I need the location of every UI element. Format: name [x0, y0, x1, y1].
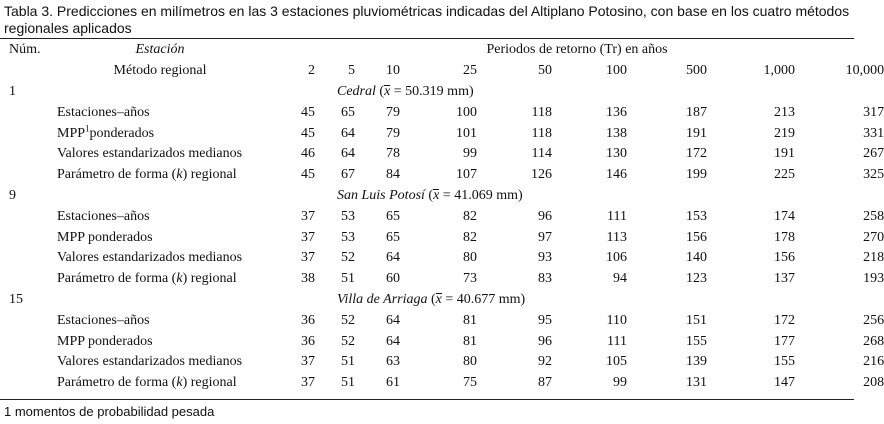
station-name: Villa de Arriaga	[337, 291, 428, 307]
value-cell: 61	[386, 375, 400, 391]
value-cell: 52	[341, 250, 355, 266]
station-mean-value: = 41.069 mm)	[439, 187, 523, 203]
value-cell: 325	[863, 167, 884, 183]
table-row	[0, 165, 884, 186]
value-cell: 107	[456, 167, 477, 183]
value-cell: 331	[863, 125, 884, 141]
mean-symbol: x	[433, 187, 440, 203]
header-num: Núm.	[9, 42, 41, 58]
station-number: 1	[9, 83, 16, 99]
station-title	[270, 82, 884, 103]
value-cell: 199	[686, 167, 707, 183]
station-name: Cedral	[337, 83, 376, 99]
mean-symbol: x	[384, 83, 391, 99]
table-row	[0, 123, 884, 144]
method-label	[0, 352, 270, 373]
value-cell: 46	[301, 146, 315, 162]
value-cell: 155	[774, 354, 795, 370]
station-row	[0, 82, 884, 103]
value-cell: 79	[386, 125, 400, 141]
method-label	[0, 206, 270, 227]
method-label	[0, 227, 270, 248]
method-text: MPP ponderados	[57, 333, 153, 349]
header-period-4: 50	[538, 63, 552, 79]
value-cell: 37	[301, 250, 315, 266]
method-label	[0, 331, 270, 352]
value-cell: 51	[341, 271, 355, 287]
value-cell: 191	[774, 146, 795, 162]
method-label	[0, 144, 270, 165]
header-period-1: 5	[348, 63, 355, 79]
value-cell: 36	[301, 333, 315, 349]
value-cell: 174	[774, 208, 795, 224]
value-cell: 51	[341, 375, 355, 391]
value-cell: 64	[341, 125, 355, 141]
value-cell: 193	[863, 271, 884, 287]
value-cell: 187	[686, 104, 707, 120]
method-text: Estaciones–años	[57, 208, 150, 224]
method-text: Estaciones–años	[57, 104, 150, 120]
value-cell: 137	[774, 271, 795, 287]
value-cell: 105	[606, 354, 627, 370]
method-k: k	[176, 271, 183, 287]
table-caption: Tabla 3. Predicciones en milímetros en las 3 estaciones pluviométricas indicadas del Altiplano Potosino, con base en los cuatro métodos regionales aplicados	[4, 3, 850, 36]
mean-symbol: x	[435, 291, 442, 307]
value-cell: 110	[606, 312, 627, 328]
bottom-rule	[0, 399, 854, 400]
value-cell: 268	[863, 333, 884, 349]
method-text: Estaciones–años	[57, 312, 150, 328]
value-cell: 45	[301, 167, 315, 183]
method-text: Valores estandarizados medianos	[57, 250, 243, 266]
header-periods: Periodos de retorno (Tr) en años	[486, 42, 668, 58]
header-period-3: 25	[463, 63, 477, 79]
station-mean-open: (	[375, 83, 385, 99]
value-cell: 139	[686, 354, 707, 370]
value-cell: 38	[301, 271, 315, 287]
method-text: MPP	[57, 125, 86, 141]
value-cell: 225	[774, 167, 795, 183]
value-cell: 79	[386, 104, 400, 120]
predictions-table	[0, 40, 884, 394]
value-cell: 64	[341, 146, 355, 162]
value-cell: 118	[531, 104, 552, 120]
value-cell: 64	[386, 333, 400, 349]
method-text: Valores estandarizados medianos	[57, 354, 243, 370]
header-period-0: 2	[308, 63, 315, 79]
value-cell: 218	[863, 250, 884, 266]
header-method: Método regional	[113, 63, 207, 79]
value-cell: 51	[341, 354, 355, 370]
value-cell: 213	[774, 104, 795, 120]
value-cell: 36	[301, 312, 315, 328]
value-cell: 101	[456, 125, 477, 141]
value-cell: 172	[686, 146, 707, 162]
value-cell: 111	[607, 333, 627, 349]
value-cell: 256	[863, 312, 884, 328]
value-cell: 80	[463, 354, 477, 370]
method-text: Valores estandarizados medianos	[57, 146, 243, 162]
value-cell: 52	[341, 312, 355, 328]
value-cell: 81	[463, 333, 477, 349]
station-name: San Luis Potosí	[337, 187, 425, 203]
header-period-6: 500	[686, 63, 707, 79]
station-title	[270, 186, 884, 207]
value-cell: 153	[686, 208, 707, 224]
value-cell: 136	[606, 104, 627, 120]
value-cell: 126	[531, 167, 552, 183]
value-cell: 172	[774, 312, 795, 328]
value-cell: 317	[863, 104, 884, 120]
value-cell: 138	[606, 125, 627, 141]
station-mean-open: (	[424, 187, 434, 203]
value-cell: 60	[386, 271, 400, 287]
value-cell: 106	[606, 250, 627, 266]
value-cell: 270	[863, 229, 884, 245]
method-label	[0, 248, 270, 269]
table-row	[0, 269, 884, 290]
spacer	[50, 82, 270, 103]
spacer	[50, 186, 270, 207]
table-row	[0, 227, 884, 248]
value-cell: 82	[463, 229, 477, 245]
value-cell: 267	[863, 146, 884, 162]
table-row	[0, 310, 884, 331]
header-station: Estación	[135, 42, 185, 58]
method-text-b: ) regional	[182, 375, 237, 391]
value-cell: 131	[686, 375, 707, 391]
value-cell: 99	[613, 375, 627, 391]
value-cell: 100	[456, 104, 477, 120]
value-cell: 64	[386, 312, 400, 328]
value-cell: 64	[386, 250, 400, 266]
value-cell: 113	[606, 229, 627, 245]
footnote: 1 momentos de probabilidad pesada	[4, 404, 215, 419]
method-text-a: Parámetro de forma (	[57, 271, 177, 287]
value-cell: 93	[538, 250, 552, 266]
method-label	[0, 373, 270, 394]
value-cell: 83	[538, 271, 552, 287]
station-mean-value: = 40.677 mm)	[441, 291, 526, 307]
method-label	[0, 165, 270, 186]
value-cell: 80	[463, 250, 477, 266]
value-cell: 92	[538, 354, 552, 370]
method-k: k	[176, 375, 183, 391]
value-cell: 258	[863, 208, 884, 224]
method-label	[0, 310, 270, 331]
method-text-a: Parámetro de forma (	[57, 375, 177, 391]
value-cell: 130	[606, 146, 627, 162]
header-period-5: 100	[606, 63, 627, 79]
value-cell: 97	[538, 229, 552, 245]
value-cell: 84	[386, 167, 400, 183]
value-cell: 37	[301, 375, 315, 391]
station-mean-open: (	[427, 291, 436, 307]
value-cell: 155	[686, 333, 707, 349]
value-cell: 45	[301, 125, 315, 141]
value-cell: 96	[538, 333, 552, 349]
value-cell: 177	[774, 333, 795, 349]
table-row	[0, 373, 884, 394]
method-label	[0, 123, 270, 144]
method-text: MPP ponderados	[57, 229, 153, 245]
value-cell: 37	[301, 354, 315, 370]
value-cell: 45	[301, 104, 315, 120]
station-number: 15	[9, 291, 23, 307]
value-cell: 52	[341, 333, 355, 349]
value-cell: 208	[863, 375, 884, 391]
method-k: k	[176, 167, 183, 183]
value-cell: 37	[301, 229, 315, 245]
value-cell: 94	[613, 271, 627, 287]
header-period-8: 10,000	[845, 63, 884, 79]
station-row	[0, 186, 884, 207]
station-number: 9	[9, 187, 16, 203]
header-period-7: 1,000	[763, 63, 795, 79]
value-cell: 73	[463, 271, 477, 287]
value-cell: 147	[774, 375, 795, 391]
header-row-1	[0, 40, 884, 61]
value-cell: 156	[774, 250, 795, 266]
value-cell: 219	[774, 125, 795, 141]
method-text-a: Parámetro de forma (	[57, 167, 177, 183]
value-cell: 111	[607, 208, 627, 224]
value-cell: 123	[686, 271, 707, 287]
table-row	[0, 248, 884, 269]
table-row	[0, 144, 884, 165]
value-cell: 87	[538, 375, 552, 391]
value-cell: 65	[341, 104, 355, 120]
table-row	[0, 102, 884, 123]
value-cell: 95	[538, 312, 552, 328]
value-cell: 67	[341, 167, 355, 183]
value-cell: 81	[463, 312, 477, 328]
table-row	[0, 352, 884, 373]
spacer	[50, 290, 270, 311]
footnote-marker: 1	[85, 122, 90, 133]
value-cell: 53	[341, 229, 355, 245]
value-cell: 82	[463, 208, 477, 224]
table-row	[0, 206, 884, 227]
value-cell: 37	[301, 208, 315, 224]
value-cell: 75	[463, 375, 477, 391]
value-cell: 53	[341, 208, 355, 224]
table-row	[0, 331, 884, 352]
value-cell: 78	[386, 146, 400, 162]
value-cell: 151	[686, 312, 707, 328]
value-cell: 156	[686, 229, 707, 245]
method-text-rest: ponderados	[89, 125, 155, 141]
value-cell: 216	[863, 354, 884, 370]
value-cell: 178	[774, 229, 795, 245]
value-cell: 114	[531, 146, 552, 162]
value-cell: 65	[386, 229, 400, 245]
value-cell: 191	[686, 125, 707, 141]
value-cell: 146	[606, 167, 627, 183]
value-cell: 96	[538, 208, 552, 224]
station-mean-value: = 50.319 mm)	[390, 83, 474, 99]
method-text-b: ) regional	[182, 167, 237, 183]
station-title	[270, 290, 884, 311]
value-cell: 118	[531, 125, 552, 141]
top-rule	[0, 38, 854, 39]
value-cell: 99	[463, 146, 477, 162]
value-cell: 140	[686, 250, 707, 266]
value-cell: 65	[386, 208, 400, 224]
value-cell: 63	[386, 354, 400, 370]
header-period-2: 10	[386, 63, 400, 79]
method-label	[0, 102, 270, 123]
method-label	[0, 269, 270, 290]
station-row	[0, 290, 884, 311]
method-text-b: ) regional	[182, 271, 237, 287]
header-row-2	[0, 61, 884, 82]
